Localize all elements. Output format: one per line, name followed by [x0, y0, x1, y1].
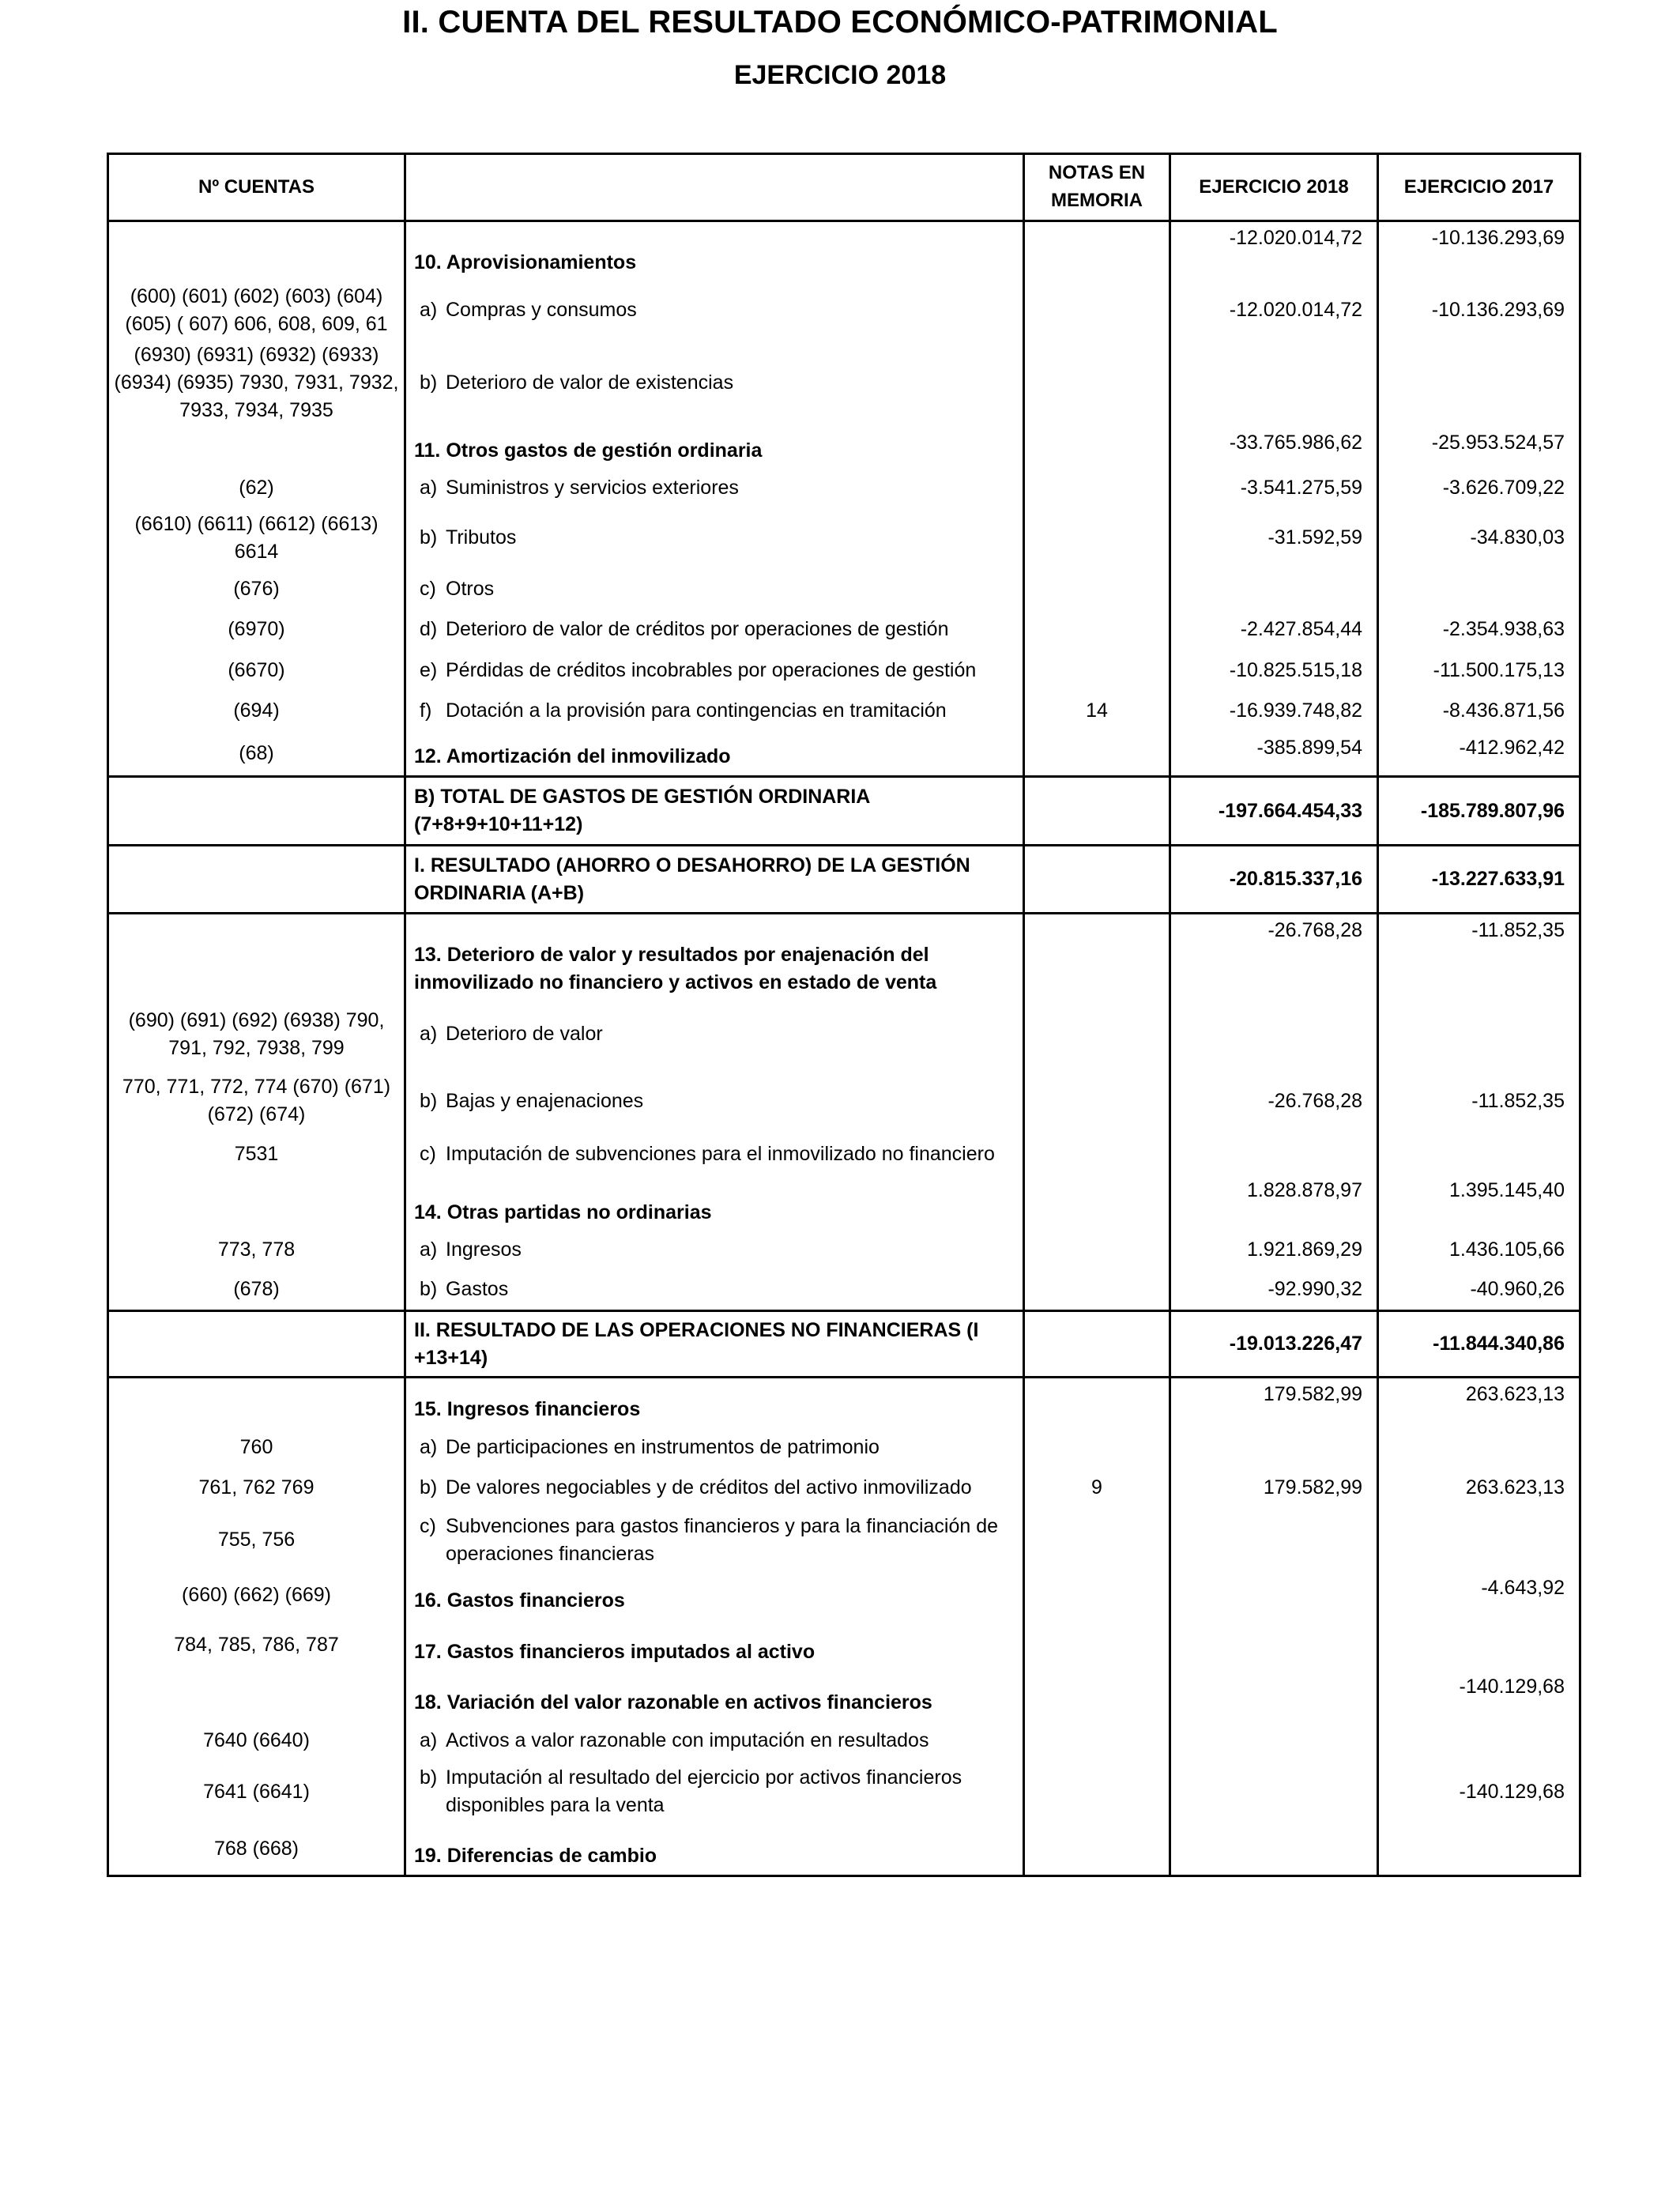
- line-item-description: 14. Otras partidas no ordinarias: [405, 1174, 1024, 1231]
- line-item-description: B) TOTAL DE GASTOS DE GESTIÓN ORDINARIA (7+8+9+10+11+12): [405, 777, 1024, 846]
- table-row: [108, 1231, 1580, 1269]
- account-codes: [108, 1311, 405, 1378]
- value-2018: -10.825.515,18: [1170, 650, 1378, 691]
- line-item-description: [405, 281, 1024, 340]
- detail-section: [108, 221, 1580, 777]
- item-label: Imputación al resultado del ejercicio por activos financieros disponibles para la venta: [446, 1766, 962, 1816]
- memory-note: [1024, 221, 1170, 281]
- memory-note: [1024, 1269, 1170, 1311]
- item-letter: c): [420, 1143, 436, 1165]
- table-row: [108, 609, 1580, 650]
- table-row: [108, 1001, 1580, 1068]
- value-2017: -2.354.938,63: [1378, 609, 1580, 650]
- total-section: [108, 1311, 1580, 1378]
- value-2017: 1.395.145,40: [1378, 1174, 1580, 1231]
- memory-note: [1024, 609, 1170, 650]
- value-2018: -33.765.986,62: [1170, 427, 1378, 469]
- line-item-description: 11. Otros gastos de gestión ordinaria: [405, 427, 1024, 469]
- item-letter: b): [420, 1277, 438, 1300]
- table-row: [108, 507, 1580, 570]
- line-item-description: 19. Diferencias de cambio: [405, 1824, 1024, 1876]
- table-row: [108, 469, 1580, 507]
- value-2018: -12.020.014,72: [1170, 221, 1378, 281]
- value-2018: -197.664.454,33: [1170, 777, 1378, 846]
- memory-note: [1024, 1572, 1170, 1619]
- value-2017: -13.227.633,91: [1378, 846, 1580, 914]
- value-2017: -34.830,03: [1378, 507, 1580, 570]
- line-item-description: 10. Aprovisionamientos: [405, 221, 1024, 281]
- value-2018: [1170, 1671, 1378, 1721]
- value-2017: [1378, 570, 1580, 609]
- account-codes: (6670): [108, 650, 405, 691]
- value-2018: -31.592,59: [1170, 507, 1378, 570]
- item-letter: a): [420, 1238, 438, 1261]
- account-codes: 7531: [108, 1135, 405, 1174]
- col-header-accounts: Nº CUENTAS: [108, 154, 405, 221]
- item-label: Deterioro de valor de existencias: [446, 371, 734, 394]
- line-item-description: [405, 1068, 1024, 1135]
- line-item-description: [405, 1760, 1024, 1824]
- value-2018: -19.013.226,47: [1170, 1311, 1378, 1378]
- memory-note: [1024, 1428, 1170, 1468]
- table-row: [108, 1428, 1580, 1468]
- account-codes: (6970): [108, 609, 405, 650]
- table-row: [108, 1509, 1580, 1572]
- account-codes: 7640 (6640): [108, 1721, 405, 1760]
- line-item-description: [405, 1231, 1024, 1269]
- line-item-description: [405, 507, 1024, 570]
- table-row: [108, 1572, 1580, 1619]
- line-item-description: [405, 570, 1024, 609]
- memory-note: [1024, 1671, 1170, 1721]
- table-row: [108, 1068, 1580, 1135]
- table-row: [108, 650, 1580, 691]
- memory-note: [1024, 507, 1170, 570]
- table-row: [108, 1619, 1580, 1671]
- line-item-description: [405, 1509, 1024, 1572]
- memory-note: [1024, 1509, 1170, 1572]
- line-item-description: [405, 340, 1024, 427]
- item-label: Subvenciones para gastos financieros y para la financiación de operaciones financieras: [446, 1514, 999, 1565]
- table-row: [108, 1824, 1580, 1876]
- col-header-notes: NOTAS EN MEMORIA: [1024, 154, 1170, 221]
- col-header-description: [405, 154, 1024, 221]
- item-letter: b): [420, 1476, 438, 1498]
- memory-note: [1024, 1311, 1170, 1378]
- item-label: Gastos: [446, 1277, 509, 1300]
- value-2018: -2.427.854,44: [1170, 609, 1378, 650]
- value-2018: 1.828.878,97: [1170, 1174, 1378, 1231]
- value-2017: [1378, 1509, 1580, 1572]
- account-codes: [108, 221, 405, 281]
- item-label: De valores negociables y de créditos del activo inmovilizado: [446, 1476, 972, 1498]
- value-2018: -26.768,28: [1170, 1068, 1378, 1135]
- account-codes: 761, 762 769: [108, 1468, 405, 1509]
- value-2017: -412.962,42: [1378, 732, 1580, 777]
- value-2017: 1.436.105,66: [1378, 1231, 1580, 1269]
- value-2018: [1170, 1619, 1378, 1671]
- account-codes: 773, 778: [108, 1231, 405, 1269]
- line-item-description: I. RESULTADO (AHORRO O DESAHORRO) DE LA GESTIÓN ORDINARIA (A+B): [405, 846, 1024, 914]
- memory-note: [1024, 570, 1170, 609]
- value-2018: [1170, 1509, 1378, 1572]
- value-2017: [1378, 1135, 1580, 1174]
- memory-note: [1024, 1619, 1170, 1671]
- line-item-description: [405, 650, 1024, 691]
- memory-note: [1024, 1721, 1170, 1760]
- value-2017: [1378, 1721, 1580, 1760]
- value-2018: [1170, 1428, 1378, 1468]
- value-2017: -10.136.293,69: [1378, 221, 1580, 281]
- account-codes: (676): [108, 570, 405, 609]
- line-item-description: 15. Ingresos financieros: [405, 1378, 1024, 1428]
- line-item-description: 17. Gastos financieros imputados al activo: [405, 1619, 1024, 1671]
- value-2018: [1170, 570, 1378, 609]
- line-item-description: [405, 1269, 1024, 1311]
- value-2017: 263.623,13: [1378, 1468, 1580, 1509]
- memory-note: [1024, 1824, 1170, 1876]
- value-2017: -40.960,26: [1378, 1269, 1580, 1311]
- value-2018: -3.541.275,59: [1170, 469, 1378, 507]
- memory-note: [1024, 469, 1170, 507]
- item-letter: a): [420, 1023, 438, 1045]
- value-2017: -11.500.175,13: [1378, 650, 1580, 691]
- col-header-2017: EJERCICIO 2017: [1378, 154, 1580, 221]
- value-2018: -12.020.014,72: [1170, 281, 1378, 340]
- table-row: [108, 732, 1580, 777]
- account-codes: [108, 914, 405, 1001]
- item-letter: b): [420, 1089, 438, 1112]
- table-row: [108, 1468, 1580, 1509]
- total-section: [108, 777, 1580, 846]
- value-2017: 263.623,13: [1378, 1378, 1580, 1428]
- total-section: [108, 846, 1580, 914]
- item-letter: e): [420, 658, 438, 681]
- total-row: [108, 846, 1580, 914]
- item-letter: a): [420, 1728, 438, 1751]
- value-2017: -185.789.807,96: [1378, 777, 1580, 846]
- account-codes: 760: [108, 1428, 405, 1468]
- line-item-description: [405, 609, 1024, 650]
- line-item-description: 18. Variación del valor razonable en activos financieros: [405, 1671, 1024, 1721]
- account-codes: 768 (668): [108, 1824, 405, 1876]
- col-header-2018: EJERCICIO 2018: [1170, 154, 1378, 221]
- account-codes: [108, 1671, 405, 1721]
- value-2017: [1378, 1001, 1580, 1068]
- value-2017: -3.626.709,22: [1378, 469, 1580, 507]
- line-item-description: II. RESULTADO DE LAS OPERACIONES NO FINANCIERAS (I +13+14): [405, 1311, 1024, 1378]
- account-codes: 755, 756: [108, 1509, 405, 1572]
- value-2017: -25.953.524,57: [1378, 427, 1580, 469]
- value-2018: -385.899,54: [1170, 732, 1378, 777]
- memory-note: [1024, 1231, 1170, 1269]
- line-item-description: 13. Deterioro de valor y resultados por enajenación del inmovilizado no financiero y activos en estado de venta: [405, 914, 1024, 1001]
- value-2018: [1170, 340, 1378, 427]
- account-codes: (600) (601) (602) (603) (604) (605) ( 607) 606, 608, 609, 61: [108, 281, 405, 340]
- table-row: [108, 1760, 1580, 1824]
- detail-section: [108, 914, 1580, 1311]
- table-row: [108, 1721, 1580, 1760]
- table-row: [108, 570, 1580, 609]
- account-codes: (6610) (6611) (6612) (6613) 6614: [108, 507, 405, 570]
- value-2017: -8.436.871,56: [1378, 691, 1580, 732]
- value-2018: -16.939.748,82: [1170, 691, 1378, 732]
- value-2018: [1170, 1824, 1378, 1876]
- memory-note: 14: [1024, 691, 1170, 732]
- value-2018: [1170, 1721, 1378, 1760]
- value-2018: -20.815.337,16: [1170, 846, 1378, 914]
- value-2018: 179.582,99: [1170, 1378, 1378, 1428]
- account-codes: (660) (662) (669): [108, 1572, 405, 1619]
- item-letter: b): [420, 371, 438, 394]
- memory-note: [1024, 1174, 1170, 1231]
- income-statement-table: [107, 153, 1581, 1877]
- value-2018: 179.582,99: [1170, 1468, 1378, 1509]
- memory-note: [1024, 427, 1170, 469]
- item-label: Deterioro de valor: [446, 1023, 603, 1045]
- item-label: Otros: [446, 578, 495, 600]
- value-2017: -4.643,92: [1378, 1572, 1580, 1619]
- detail-section: [108, 1378, 1580, 1876]
- table-row: [108, 1135, 1580, 1174]
- item-label: Ingresos: [446, 1238, 522, 1261]
- line-item-description: [405, 1001, 1024, 1068]
- value-2017: [1378, 1619, 1580, 1671]
- memory-note: [1024, 1068, 1170, 1135]
- value-2017: -140.129,68: [1378, 1671, 1580, 1721]
- memory-note: [1024, 732, 1170, 777]
- value-2017: -140.129,68: [1378, 1760, 1580, 1824]
- value-2018: [1170, 1135, 1378, 1174]
- memory-note: [1024, 281, 1170, 340]
- table-row: [108, 691, 1580, 732]
- account-codes: (62): [108, 469, 405, 507]
- item-label: Activos a valor razonable con imputación en resultados: [446, 1728, 929, 1751]
- total-row: [108, 777, 1580, 846]
- item-letter: d): [420, 618, 438, 640]
- value-2017: -11.852,35: [1378, 914, 1580, 1001]
- table-row: [108, 340, 1580, 427]
- line-item-description: [405, 1721, 1024, 1760]
- value-2018: [1170, 1001, 1378, 1068]
- table-header-row: [108, 154, 1580, 221]
- memory-note: [1024, 846, 1170, 914]
- total-row: [108, 1311, 1580, 1378]
- memory-note: [1024, 914, 1170, 1001]
- item-letter: a): [420, 476, 438, 499]
- account-codes: [108, 777, 405, 846]
- item-label: Compras y consumos: [446, 299, 637, 321]
- memory-note: [1024, 1760, 1170, 1824]
- table-row: [108, 1671, 1580, 1721]
- item-letter: b): [420, 526, 438, 548]
- item-letter: c): [420, 578, 436, 600]
- value-2018: 1.921.869,29: [1170, 1231, 1378, 1269]
- item-letter: a): [420, 299, 438, 321]
- item-letter: f): [420, 699, 432, 722]
- account-codes: 770, 771, 772, 774 (670) (671) (672) (674): [108, 1068, 405, 1135]
- value-2017: -11.844.340,86: [1378, 1311, 1580, 1378]
- item-letter: a): [420, 1436, 438, 1458]
- table-row: [108, 1174, 1580, 1231]
- value-2017: -10.136.293,69: [1378, 281, 1580, 340]
- value-2017: -11.852,35: [1378, 1068, 1580, 1135]
- value-2018: [1170, 1760, 1378, 1824]
- account-codes: [108, 1378, 405, 1428]
- memory-note: [1024, 1135, 1170, 1174]
- value-2018: -92.990,32: [1170, 1269, 1378, 1311]
- memory-note: [1024, 777, 1170, 846]
- memory-note: 9: [1024, 1468, 1170, 1509]
- account-codes: [108, 1174, 405, 1231]
- line-item-description: [405, 1468, 1024, 1509]
- line-item-description: 16. Gastos financieros: [405, 1572, 1024, 1619]
- line-item-description: [405, 1428, 1024, 1468]
- account-codes: (6930) (6931) (6932) (6933) (6934) (6935) 7930, 7931, 7932, 7933, 7934, 7935: [108, 340, 405, 427]
- value-2017: [1378, 340, 1580, 427]
- line-item-description: [405, 691, 1024, 732]
- memory-note: [1024, 650, 1170, 691]
- report-title: II. CUENTA DEL RESULTADO ECONÓMICO-PATRIMONIAL: [402, 5, 1278, 40]
- line-item-description: [405, 469, 1024, 507]
- account-codes: 7641 (6641): [108, 1760, 405, 1824]
- memory-note: [1024, 340, 1170, 427]
- table-row: [108, 281, 1580, 340]
- item-label: Tributos: [446, 526, 517, 548]
- account-codes: 784, 785, 786, 787: [108, 1619, 405, 1671]
- line-item-description: [405, 1135, 1024, 1174]
- value-2018: -26.768,28: [1170, 914, 1378, 1001]
- item-label: Imputación de subvenciones para el inmovilizado no financiero: [446, 1143, 995, 1165]
- item-label: Dotación a la provisión para contingencias en tramitación: [446, 699, 947, 722]
- memory-note: [1024, 1001, 1170, 1068]
- item-label: Suministros y servicios exteriores: [446, 476, 739, 499]
- item-label: Pérdidas de créditos incobrables por operaciones de gestión: [446, 658, 977, 681]
- report-subtitle: EJERCICIO 2018: [733, 60, 947, 90]
- account-codes: (678): [108, 1269, 405, 1311]
- item-label: Bajas y enajenaciones: [446, 1089, 644, 1112]
- line-item-description: 12. Amortización del inmovilizado: [405, 732, 1024, 777]
- table-row: [108, 221, 1580, 281]
- table-row: [108, 1378, 1580, 1428]
- item-label: Deterioro de valor de créditos por operaciones de gestión: [446, 618, 949, 640]
- account-codes: (690) (691) (692) (6938) 790, 791, 792, 7938, 799: [108, 1001, 405, 1068]
- value-2017: [1378, 1824, 1580, 1876]
- account-codes: (694): [108, 691, 405, 732]
- value-2017: [1378, 1428, 1580, 1468]
- item-label: De participaciones en instrumentos de patrimonio: [446, 1436, 880, 1458]
- value-2018: [1170, 1572, 1378, 1619]
- memory-note: [1024, 1378, 1170, 1428]
- item-letter: b): [420, 1766, 438, 1789]
- account-codes: (68): [108, 732, 405, 777]
- item-letter: c): [420, 1514, 436, 1537]
- table-row: [108, 427, 1580, 469]
- account-codes: [108, 427, 405, 469]
- table-row: [108, 914, 1580, 1001]
- table-row: [108, 1269, 1580, 1311]
- account-codes: [108, 846, 405, 914]
